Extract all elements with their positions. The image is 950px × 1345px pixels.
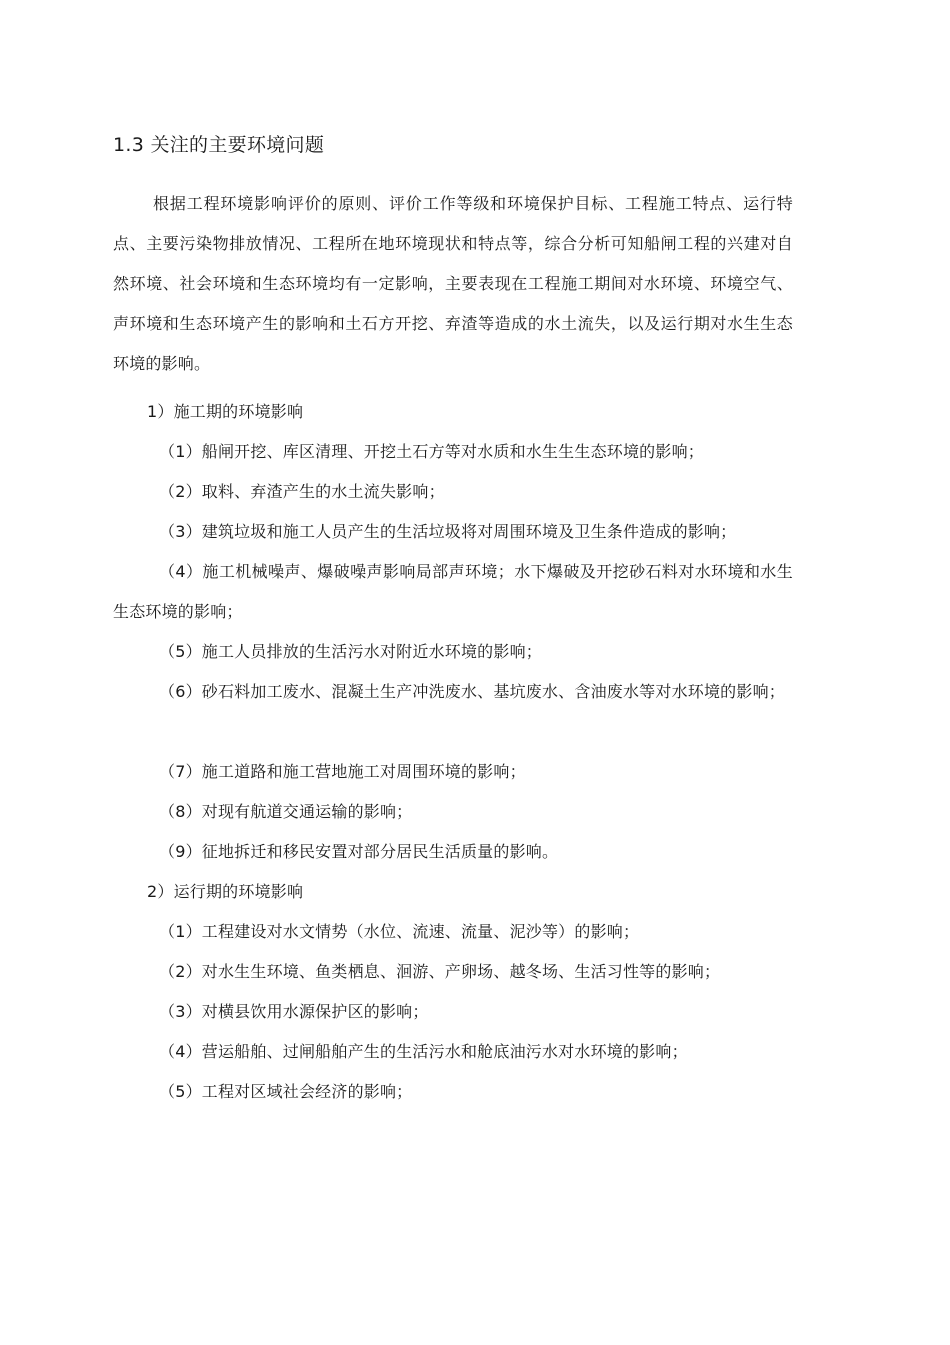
construction-item-3: （3）建筑垃圾和施工人员产生的生活垃圾将对周围环境及卫生条件造成的影响；: [159, 522, 737, 541]
operation-item-3: （3）对横县饮用水源保护区的影响；: [159, 1002, 429, 1021]
construction-item-8: （8）对现有航道交通运输的影响；: [159, 802, 413, 821]
construction-item-1: （1）船闸开挖、库区清理、开挖土石方等对水质和水生生生态环境的影响；: [159, 442, 704, 461]
operation-item-1: （1）工程建设对水文情势（水位、流速、流量、泥沙等）的影响；: [159, 922, 640, 941]
operation-item-4: （4）营运船舶、过闸船舶产生的生活污水和舱底油污水对水环境的影响；: [159, 1042, 688, 1061]
construction-item-7: （7）施工道路和施工营地施工对周围环境的影响；: [159, 762, 526, 781]
construction-item-5: （5）施工人员排放的生活污水对附近水环境的影响；: [159, 642, 542, 661]
construction-item-9: （9）征地拆迁和移民安置对部分居民生活质量的影响。: [159, 842, 559, 861]
operation-item-2: （2）对水生生环境、鱼类栖息、洄游、产卵场、越冬场、生活习性等的影响；: [159, 962, 721, 981]
section-heading: 1.3 关注的主要环境问题: [113, 134, 325, 156]
construction-item-6: （6）砂石料加工废水、混凝土生产冲洗废水、基坑废水、含油废水等对水环境的影响；: [159, 682, 785, 701]
intro-paragraph: 根据工程环境影响评价的原则、评价工作等级和环境保护目标、工程施工特点、运行特点、主要污染物排放情况、工程所在地环境现状和特点等，综合分析可知船闸工程的兴建对自然环境、社会环境和生态环境均有一定影响，主要表现在工程施工期间对水环境、环境空气、声环境和生态环境产生的影响和土石方开挖、弃渣等造成的水土流失，以及运行期对水生生态环境的影响。: [113, 194, 793, 373]
construction-item-2: （2）取料、弃渣产生的水土流失影响；: [159, 482, 445, 501]
construction-heading: 1）施工期的环境影响: [147, 402, 304, 421]
construction-item-4: （4）施工机械噪声、爆破噪声影响局部声环境；水下爆破及开挖砂石料对水环境和水生生态环境的影响；: [113, 562, 793, 621]
operation-item-5: （5）工程对区域社会经济的影响；: [159, 1082, 413, 1101]
operation-heading: 2）运行期的环境影响: [147, 882, 304, 901]
